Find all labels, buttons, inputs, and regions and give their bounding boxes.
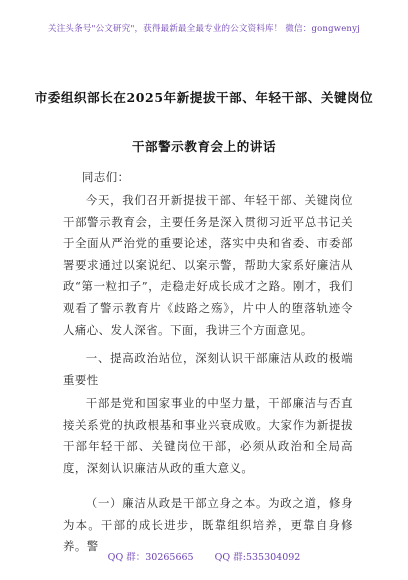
footer <box>0 549 408 563</box>
footer-qq-group-1: QQ 群：30265665 <box>107 552 194 563</box>
paragraph-section-1: 干部是党和国家事业的中坚力量，干部廉洁与否直接关系党的执政根基和事业兴衰成败。大家作为新提拔干部年轻干部、关键岗位干部，必须从政治和全局高度，深刻认识廉洁从政的重大意义。 <box>63 396 353 475</box>
section-heading-1: 一、提高政治站位，深刻认识干部廉洁从政的极端重要性 <box>63 351 353 387</box>
footer-qq-group-2: QQ 群:535304092 <box>214 552 301 563</box>
header-banner: 关注头条号"公文研究"，获得最新最全最专业的公文资料库！ 微信：gongwenyj <box>48 24 360 34</box>
paragraph-subsection-1: （一）廉洁从政是干部立身之本。为政之道，修身为本。干部的成长进步，既靠组织培养，更靠自身修养。警 <box>63 496 353 554</box>
paragraph-intro: 今天，我们召开新提拔干部、年轻干部、关键岗位干部警示教育会，主要任务是深入贯彻习近平总书记关于全面从严治党的重要论述，落实中央和省委、市委部署要求通过以案说纪、以案示警，帮助大家系好廉洁从政“第一粒扣子”，走稳走好成长成才之路。刚才，我们观看了警示教育片《歧路之殇》，片中人的堕落轨迹令人痛心、发人深省。下面，我讲三个方面意见。 <box>63 193 353 337</box>
document-title-line-1: 市委组织部长在2025年新提拔干部、年轻干部、关键岗位 <box>34 90 374 105</box>
document-title-line-2: 干部警示教育会上的讲话 <box>131 139 277 154</box>
greeting: 同志们： <box>82 170 130 184</box>
